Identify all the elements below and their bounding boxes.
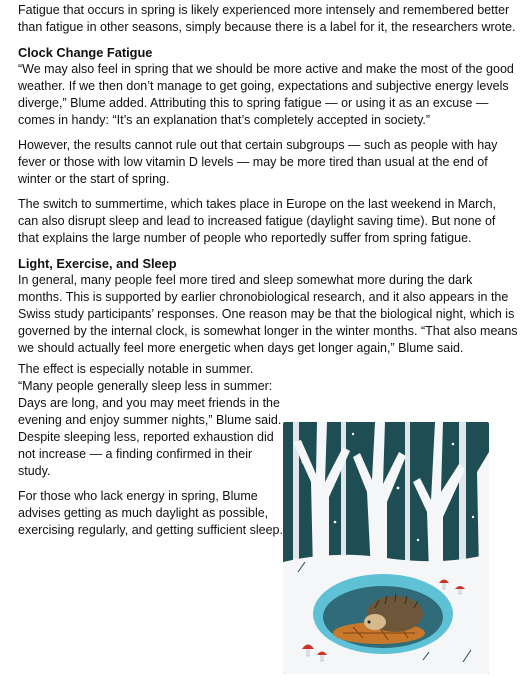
section1-paragraph-1: “We may also feel in spring that we should be more active and make the most of the good weather. If we then don’t manage to get going, expectations and subjective energy levels diverge,” Blume added. Attributing this to spring fatigue — or using it as an excuse — comes in handy: “It’s an explanation that’s completely accepted in society.” [18,62,514,127]
section1-paragraph-2: However, the results cannot rule out that certain subgroups — such as people with hay fever or those with low vitamin D levels — may be more tired than usual at the end of winter or the start of spring. [18,138,498,186]
section2-paragraph-1: In general, many people feel more tired and sleep somewhat more during the dark months. This is supported by earlier chronobiological research, and it also appears in the Swiss study participants’ responses. One reason may be that the biological night, which is governed by the internal clock, is somewhat longer in the winter months. “That also means we should actually feel more energetic when days get longer again,” Blume said. [18,273,518,355]
section1-paragraph-3: The switch to summertime, which takes place in Europe on the last weekend in March, can also disrupt sleep and lead to increased fatigue (daylight saving time). But none of that explains the large number of people who reportedly suffer from spring fatigue. [18,197,496,245]
hibernating-hedgehog-illustration [283,422,489,674]
section2-paragraph-2: The effect is especially notable in summer. “Many people generally sleep less in summer: Days are long, and you may meet friends in the evening and enjoy summer nights,” Blume said. Despite sleeping less, reported exhaustion did not increase — a finding confirmed in their study. [18,362,282,478]
intro-paragraph: Fatigue that occurs in spring is likely experienced more intensely and remembered better than fatigue in other seasons, simply because there is a label for it, the researchers wrote. [18,3,516,34]
section-heading-clock-change: Clock Change Fatigue [18,45,153,60]
section2-paragraph-3: For those who lack energy in spring, Blume advises getting as much daylight as possible, exercising regularly, and getting sufficient sleep. [18,489,283,537]
wrapped-text-column [18,361,286,539]
section-heading-light-exercise-sleep: Light, Exercise, and Sleep [18,256,177,271]
